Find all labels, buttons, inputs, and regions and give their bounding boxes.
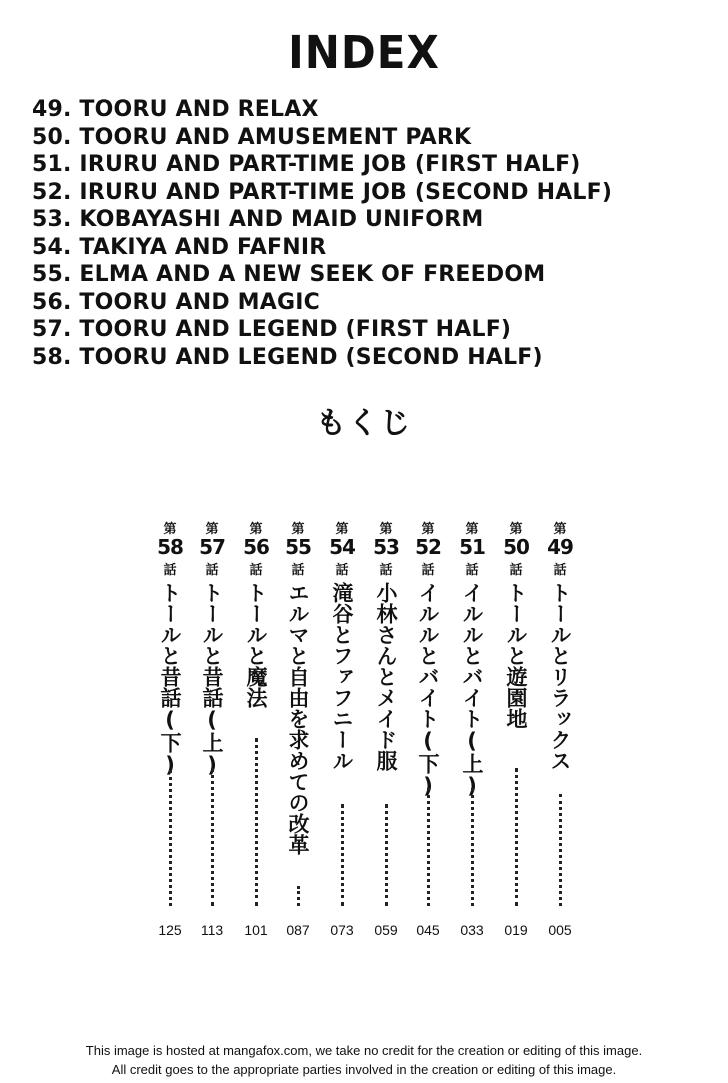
toc-number: 53 xyxy=(373,535,399,559)
toc-dai: 第 xyxy=(335,522,349,537)
toc-dai: 第 xyxy=(163,522,177,537)
toc-dai: 第 xyxy=(553,522,567,537)
toc-title: 滝谷とファフニール xyxy=(330,582,354,771)
chapter-item: 54. TAKIYA AND FAFNIR xyxy=(32,234,327,260)
toc-column-52 xyxy=(408,518,448,938)
toc-leader-dots xyxy=(255,738,258,906)
toc-wa: 話 xyxy=(249,563,263,578)
toc-title: 小林さんとメイド服 xyxy=(374,582,398,771)
toc-page: 005 xyxy=(548,922,572,938)
toc-leader-dots xyxy=(471,788,474,906)
toc-column-51 xyxy=(452,518,492,938)
chapter-item: 52. IRURU AND PART-TIME JOB (SECOND HALF) xyxy=(32,179,613,205)
toc-number: 51 xyxy=(459,535,485,559)
toc-column-49 xyxy=(540,518,580,938)
toc-dai: 第 xyxy=(205,522,219,537)
toc-number: 56 xyxy=(243,535,269,559)
toc-page: 113 xyxy=(200,922,224,938)
toc-page: 059 xyxy=(374,922,398,938)
toc-wa: 話 xyxy=(421,563,435,578)
toc-number: 50 xyxy=(503,535,529,559)
chapter-item: 49. TOORU AND RELAX xyxy=(32,97,319,122)
toc-title: トールと昔話(下) xyxy=(158,582,182,777)
toc-leader-dots xyxy=(211,768,214,906)
toc-title: トールと遊園地 xyxy=(504,582,528,729)
toc-column-58 xyxy=(150,518,190,938)
index-title: INDEX xyxy=(288,26,440,79)
toc-page: 033 xyxy=(460,922,484,938)
toc-page: 073 xyxy=(330,922,354,938)
toc-dai: 第 xyxy=(291,522,305,537)
toc-column-56 xyxy=(236,518,276,938)
jp-contents-title: もくじ xyxy=(316,406,412,441)
toc-column-57 xyxy=(192,518,232,938)
toc-column-54 xyxy=(322,518,362,938)
toc-dai: 第 xyxy=(249,522,263,537)
chapter-item: 50. TOORU AND AMUSEMENT PARK xyxy=(32,124,472,150)
toc-page: 101 xyxy=(244,922,268,938)
toc-leader-dots xyxy=(169,770,172,906)
toc-wa: 話 xyxy=(205,563,219,578)
toc-leader-dots xyxy=(515,768,518,906)
toc-title: エルマと自由を求めての改革 xyxy=(286,582,310,855)
chapter-item: 55. ELMA AND A NEW SEEK OF FREEDOM xyxy=(32,262,546,287)
toc-column-53 xyxy=(366,518,406,938)
toc-number: 55 xyxy=(285,535,311,559)
toc-column-55 xyxy=(278,518,318,938)
toc-wa: 話 xyxy=(291,563,305,578)
toc-wa: 話 xyxy=(465,563,479,578)
toc-dai: 第 xyxy=(379,522,393,537)
toc-wa: 話 xyxy=(553,563,567,578)
toc-page: 087 xyxy=(286,922,310,938)
credit-line-2: All credit goes to the appropriate parties involved in the creation or editing of this image. xyxy=(111,1062,617,1077)
toc-dai: 第 xyxy=(421,522,435,537)
toc-leader-dots xyxy=(385,804,388,906)
toc-page: 019 xyxy=(504,922,528,938)
credit-line-1: This image is hosted at mangafox.com, we take no credit for the creation or editing of this image. xyxy=(85,1043,643,1058)
toc-number: 54 xyxy=(329,535,355,559)
toc-wa: 話 xyxy=(379,563,393,578)
chapter-item: 58. TOORU AND LEGEND (SECOND HALF) xyxy=(32,344,543,370)
toc-title: イルルとバイト(上) xyxy=(460,582,484,798)
toc-wa: 話 xyxy=(163,563,177,578)
toc-number: 58 xyxy=(157,535,183,559)
toc-leader-dots xyxy=(427,788,430,906)
toc-number: 57 xyxy=(199,535,225,559)
toc-dai: 第 xyxy=(465,522,479,537)
toc-number: 49 xyxy=(547,535,573,559)
chapter-list xyxy=(32,96,722,371)
chapter-item: 57. TOORU AND LEGEND (FIRST HALF) xyxy=(32,317,512,342)
chapter-item: 56. TOORU AND MAGIC xyxy=(32,289,320,315)
toc-column-50 xyxy=(496,518,536,938)
toc-wa: 話 xyxy=(509,563,523,578)
toc-title: トールと昔話(上) xyxy=(200,582,224,777)
toc-leader-dots xyxy=(341,804,344,906)
chapter-item: 51. IRURU AND PART-TIME JOB (FIRST HALF) xyxy=(32,152,581,177)
toc-title: イルルとバイト(下) xyxy=(416,582,440,798)
toc-page: 045 xyxy=(416,922,440,938)
jp-toc xyxy=(150,518,580,938)
toc-wa: 話 xyxy=(335,563,349,578)
toc-title: トールとリラックス xyxy=(548,582,572,771)
toc-number: 52 xyxy=(415,535,441,559)
toc-dai: 第 xyxy=(509,522,523,537)
toc-leader-dots xyxy=(559,794,562,906)
toc-page: 125 xyxy=(158,922,182,938)
chapter-item: 53. KOBAYASHI AND MAID UNIFORM xyxy=(32,207,484,232)
toc-leader-dots xyxy=(297,886,300,906)
toc-title: トールと魔法 xyxy=(244,582,268,708)
